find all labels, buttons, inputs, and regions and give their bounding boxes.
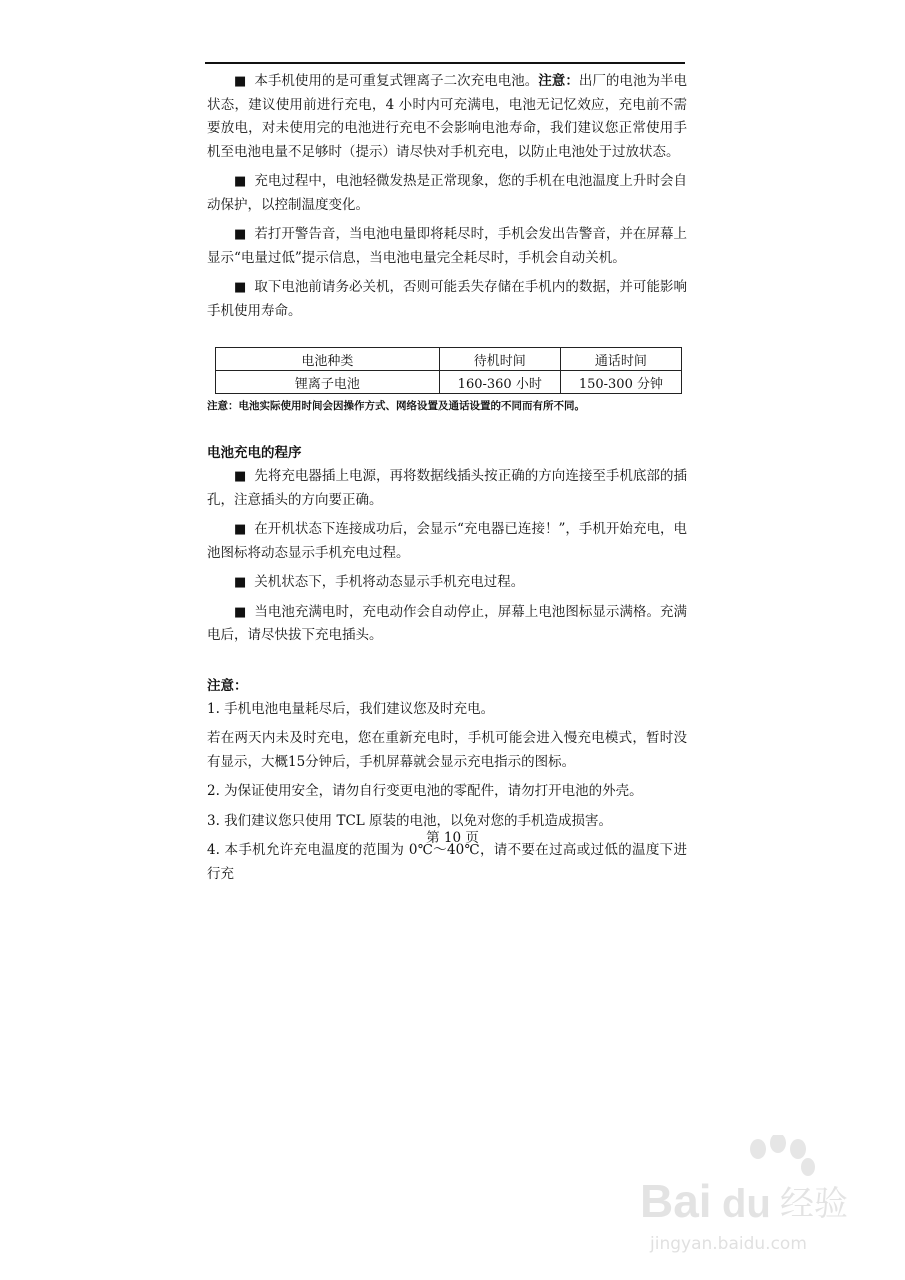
charging-step-3	[207, 571, 687, 595]
remove-battery-paragraph	[207, 276, 687, 323]
note-item-3: 3. 我们建议您只使用 TCL 原装的电池，以免对您的手机造成损害。	[207, 812, 613, 829]
charging-step-4-text: 当电池充满电时，充电动作会自动停止，屏幕上电池图标显示满格。充满电后，请尽快拔下充电插头。	[207, 603, 687, 643]
bullet-square-icon: ■	[234, 604, 247, 620]
watermark-url: jingyan.baidu.com	[650, 1234, 807, 1254]
bullet-square-icon: ■	[234, 227, 247, 242]
charging-step-2	[207, 518, 687, 565]
table-cell: 160-360 小时	[439, 371, 560, 394]
table-header-row	[216, 348, 682, 371]
note-item-1: 1. 手机电池电量耗尽后，我们建议您及时充电。	[207, 700, 495, 717]
charging-heat-paragraph	[207, 170, 687, 217]
battery-intro-text: 本手机使用的是可重复式锂离子二次充电电池。	[254, 73, 539, 89]
table-note: 注意：电池实际使用时间会因操作方式、网络设置及通话设置的不同而有所不同。	[207, 400, 585, 412]
notes-title: 注意：	[207, 677, 248, 694]
battery-intro-text-rest: 出厂的电池为半电状态，建议使用前进行充电，4 小时内可充满电，电池无记忆效应，充电前不需要放电，对未使用完的电池进行充电不会影响电池寿命，我们建议您正常使用手机至电池电量不足够时（提示）请尽快对手机充电，以防止电池处于过放状态。	[207, 73, 688, 160]
bullet-square-icon: ■	[234, 522, 247, 537]
charging-step-3-text: 关机状态下，手机将动态显示手机充电过程。	[254, 574, 525, 590]
note-item-4: 4. 本手机允许充电温度的范围为 0℃～40℃，请不要在过高或过低的温度下进行充	[207, 842, 687, 882]
table-header-cell: 通话时间	[560, 348, 681, 371]
bullet-square-icon: ■	[234, 575, 247, 590]
watermark-brand: Bai	[640, 1175, 712, 1227]
watermark-product: 经验	[780, 1184, 848, 1224]
bullet-square-icon: ■	[234, 74, 247, 89]
charging-step-4	[207, 601, 687, 648]
charging-step-2-text: 在开机状态下连接成功后，会显示“充电器已连接！”，手机开始充电，电池图标将动态显示手机充电过程。	[207, 521, 687, 561]
page-content	[207, 70, 687, 886]
charging-step-1	[207, 465, 687, 512]
table-cell: 150-300 分钟	[560, 371, 681, 394]
table-cell: 锂离子电池	[216, 371, 440, 394]
paw-logo-icon	[750, 1135, 815, 1176]
watermark-brand-du: du	[722, 1182, 771, 1226]
battery-table	[215, 347, 682, 394]
charging-heat-text: 充电过程中，电池轻微发热是正常现象，您的手机在电池温度上升时会自动保护，以控制温度变化。	[207, 173, 687, 213]
low-battery-warning-paragraph	[207, 223, 687, 270]
page-number: 第 10 页	[426, 830, 479, 846]
bullet-square-icon: ■	[234, 469, 247, 484]
low-battery-warning-text: 若打开警告音，当电池电量即将耗尽时，手机会发出告警音，并在屏幕上显示“电量过低”提示信息，当电池电量完全耗尽时，手机会自动关机。	[207, 226, 687, 266]
table-header-cell: 待机时间	[439, 348, 560, 371]
charging-section-title: 电池充电的程序	[207, 445, 302, 461]
baidu-jingyan-watermark	[640, 1135, 870, 1265]
charging-step-1-text: 先将充电器插上电源，再将数据线插头按正确的方向连接至手机底部的插孔，注意插头的方向要正确。	[207, 468, 687, 508]
table-header-cell: 电池种类	[216, 348, 440, 371]
bullet-square-icon: ■	[234, 174, 247, 189]
remove-battery-text: 取下电池前请务必关机，否则可能丢失存储在手机内的数据，并可能影响手机使用寿命。	[207, 279, 687, 319]
battery-intro-paragraph	[207, 70, 687, 164]
table-row	[216, 371, 682, 394]
bullet-square-icon: ■	[234, 280, 247, 295]
note-item-1-detail: 若在两天内未及时充电，您在重新充电时，手机可能会进入慢充电模式，暂时没有显示，大概15分钟后，手机屏幕就会显示充电指示的图标。	[207, 730, 687, 770]
note-label: 注意：	[538, 73, 579, 89]
header-rule	[205, 62, 685, 64]
note-item-2: 2. 为保证使用安全，请勿自行变更电池的零配件，请勿打开电池的外壳。	[207, 783, 643, 799]
